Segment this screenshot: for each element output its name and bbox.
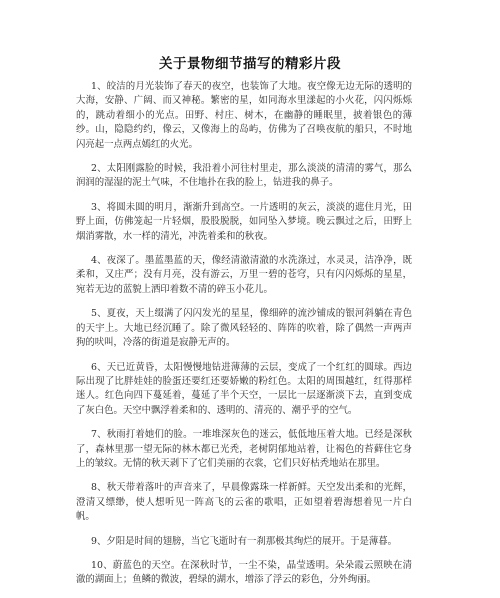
paragraph-6: 6、天已近黄昏，太阳慢慢地钻进薄薄的云层，变成了一个红红的圆球。西边际出现了比胖娃娃的脸蛋还要红还要娇嫩的粉红色。太阳的周围越红，红得那样迷人。红色向四下蔓延着，蔓延了半个天空，一层比一层逐渐淡下去，直到变成了灰白色。天空中飘浮着柔和的、透明的、清亮的、潮乎乎的空气。 — [76, 361, 412, 416]
document-body — [76, 80, 412, 598]
paragraph-8: 8、秋天带着落叶的声音来了，早晨像露珠一样新鲜。天空发出柔和的光辉，澄清又缥缈，使人想听见一阵高飞的云雀的歌唱，正如望着碧海想着见一片白帆。 — [76, 482, 412, 523]
paragraph-3: 3、将圆未圆的明月，渐渐升到高空。一片透明的灰云，淡淡的遮住月光，田野上面，仿佛笼起一片轻烟，股股脱脱，如同坠入梦境。晚云飘过之后，田野上烟消雾散，水一样的清光，冲洗着柔和的秋夜。 — [76, 201, 412, 242]
paragraph-9: 9、夕阳是时间的翅膀，当它飞逝时有一刹那极其绚烂的展开。于是薄暮。 — [91, 535, 397, 547]
paragraph-10: 10、蔚蓝色的天空。在深秋时节，一尘不染，晶莹透明。朵朵霞云照映在清澈的湖面上；鱼鳞的微波，碧绿的湖水，增添了浮云的彩色，分外绚丽。 — [76, 559, 412, 586]
paragraph-4: 4、夜深了。墨蓝墨蓝的天，像经清澈清澈的水洗涤过，水灵灵，洁净净，既柔和，又庄严；没有月亮，没有游云，万里一碧的苍穹，只有闪闪烁烁的星星，宛若无边的蓝貌上洒印着数不清的碎玉小花儿。 — [76, 255, 412, 295]
paragraph-7: 7、秋雨打着她们的脸。一堆堆深灰色的迷云，低低地压着大地。已经是深秋了，森林里那一望无际的林木都已光秃，老树阴郁地站着，让褐色的苔藓住它身上的皱纹。无情的秋天剥下了它们美丽的衣裳，它们只好枯秃地站在那里。 — [76, 429, 412, 469]
paragraph-1: 1、皎洁的月光装饰了春天的夜空，也装饰了大地。夜空像无边无际的透明的大海，安静、广阔、而又神秘。繁密的星，如同海水里漾起的小火花，闪闪烁烁的，跳动着细小的光点。田野、村庄、树木，在幽静的睡眠里，披着银色的薄纱。山，隐隐约约，像云，又像海上的岛屿，仿佛为了召唤夜航的船只，不时地闪亮起一点两点嫣红的火光。 — [76, 81, 412, 150]
paragraph-5: 5、夏夜，天上缀满了闪闪发光的星星，像细碎的流沙铺成的银河斜躺在青色的天宇上。大地已经沉睡了。除了微风轻轻的、阵阵的吹着，除了偶然一声两声狗的吠叫，冷落的街道是寂静无声的。 — [76, 308, 412, 349]
document-title: 关于景物细节描写的精彩片段 — [159, 56, 341, 72]
paragraph-2: 2、太阳刚露脸的时候，我沿着小河往村里走，那么淡淡的清清的雾气，那么润润的湿湿的泥土气味，不住地扑在我的脸上，钻进我的鼻子。 — [76, 163, 412, 189]
